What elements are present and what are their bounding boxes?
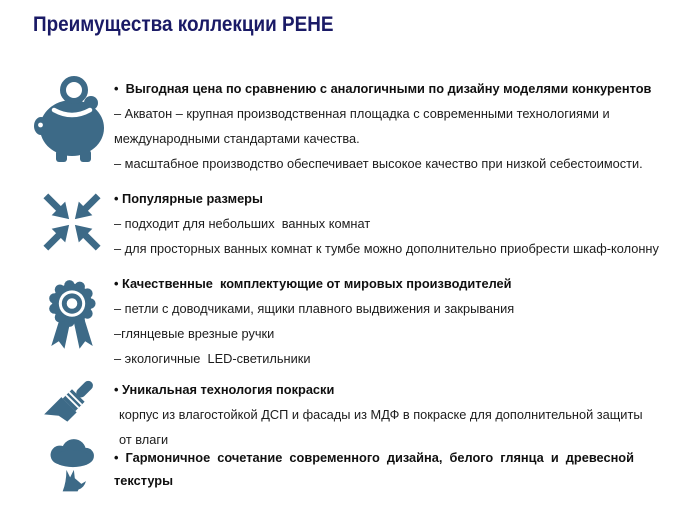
piggy-bank-icon: [0, 76, 114, 162]
advantage-line: корпус из влагостойкой ДСП и фасады из МДФ в покраске для дополнительной защиты: [119, 407, 643, 422]
advantage-heading: • Выгодная цена по сравнению с аналогичными по дизайну моделями конкурентов: [114, 81, 652, 96]
advantage-line: – подходит для небольших ванных комнат: [114, 216, 371, 231]
advantage-line: – для просторных ванных комнат к тумбе можно дополнительно приобрести шкаф-колонну: [114, 241, 659, 256]
advantage-paint: [0, 377, 690, 452]
page-title: Преимущества коллекции РЕНЕ: [33, 12, 334, 36]
advantage-text: [114, 76, 690, 176]
advantage-price: [0, 76, 690, 176]
advantage-heading: • Гармоничное сочетание современного дизайна, белого глянца и древесной текстуры: [114, 450, 634, 488]
advantage-components: [0, 271, 690, 371]
paintbrush-icon: [0, 377, 114, 433]
advantage-heading: • Уникальная технология покраски: [114, 382, 335, 397]
advantage-text: [114, 446, 690, 492]
collapse-arrows-icon: [0, 186, 114, 253]
advantage-line: – петли с доводчиками, ящики плавного выдвижения и закрывания: [114, 301, 515, 316]
advantage-line: – масштабное производство обеспечивает высокое качество при низкой себестоимости.: [114, 156, 643, 171]
tree-icon: [0, 446, 114, 498]
advantage-text: [114, 271, 690, 371]
advantage-line: международными стандартами качества.: [114, 131, 360, 146]
advantage-sizes: [0, 186, 690, 261]
advantage-text: [114, 377, 690, 452]
advantage-line: от влаги: [119, 432, 169, 447]
advantage-line: – экологичные LED-светильники: [114, 351, 311, 366]
advantage-text: [114, 186, 690, 261]
award-ribbon-icon: [0, 271, 114, 351]
advantages-list: [0, 76, 690, 498]
advantage-design: [0, 446, 690, 498]
advantage-heading: • Качественные комплектующие от мировых производителей: [114, 276, 512, 291]
advantage-heading: • Популярные размеры: [114, 191, 263, 206]
advantage-line: –глянцевые врезные ручки: [114, 326, 275, 341]
advantage-line: – Акватон – крупная производственная площадка с современными технологиями и: [114, 106, 610, 121]
